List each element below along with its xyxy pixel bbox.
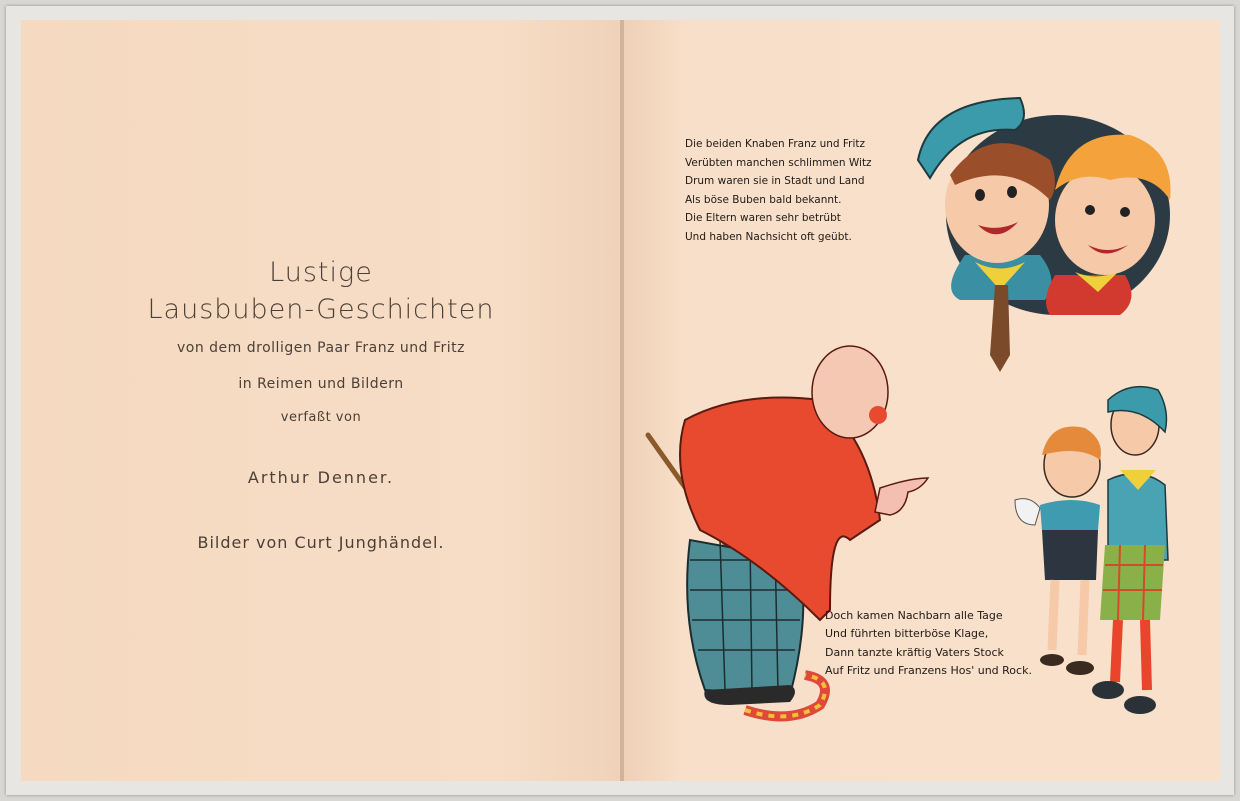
verse-2-line: Und führten bitterböse Klage, — [825, 627, 989, 641]
verse-2-line: Dann tanzte kräftig Vaters Stock — [825, 645, 1004, 659]
verse-1-line: Die Eltern waren sehr betrübt — [685, 212, 841, 225]
written-by: verfaßt von — [280, 410, 362, 425]
author: Arthur Denner. — [247, 468, 395, 487]
illustrator-credit: Bilder von Curt Junghändel. — [197, 533, 445, 552]
boys-portrait-illustration — [918, 98, 1171, 372]
verse-1-line: Verübten manchen schlimmen Witz — [685, 156, 872, 169]
verse-1-line: Die beiden Knaben Franz und Fritz — [685, 138, 866, 150]
verse-2-line: Doch kamen Nachbarn alle Tage — [825, 609, 1003, 622]
verse-1 — [685, 135, 872, 247]
title-line-1: Lustige — [269, 257, 373, 288]
subtitle: von dem drolligen Paar Franz und Fritz — [177, 340, 465, 356]
verse-1-line: Und haben Nachsicht oft geübt. — [685, 230, 852, 243]
verse-1-line: Als böse Buben bald bekannt. — [685, 193, 842, 206]
two-boys-standing-illustration — [1015, 387, 1168, 714]
verse-1-line: Drum waren sie in Stadt und Land — [685, 175, 865, 188]
subtitle-2: in Reimen und Bildern — [238, 376, 404, 392]
verse-2-line: Auf Fritz und Franzens Hos' und Rock. — [825, 664, 1032, 678]
title-line-2: Lausbuben-Geschichten — [147, 294, 495, 325]
verse-2 — [825, 607, 1032, 681]
